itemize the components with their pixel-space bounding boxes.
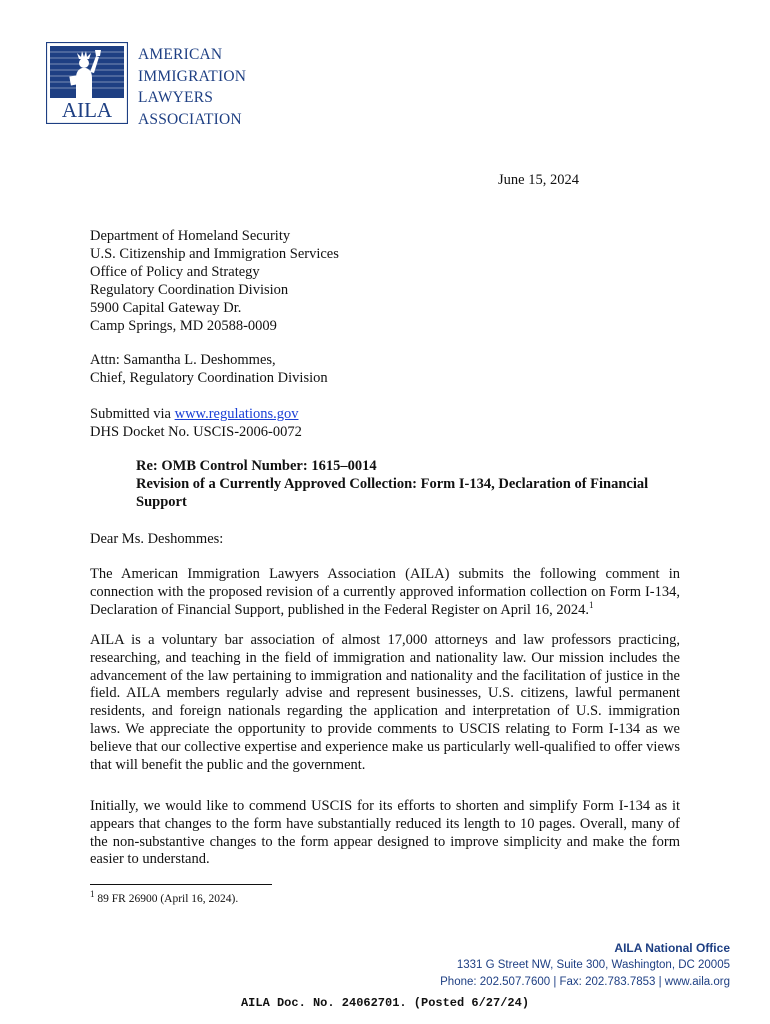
recipient-line: Office of Policy and Strategy xyxy=(90,264,260,280)
org-line: ASSOCIATION xyxy=(138,110,242,128)
statue-of-liberty-icon xyxy=(46,42,128,124)
office-footer xyxy=(440,940,730,991)
recipient-line: 5900 Capital Gateway Dr. xyxy=(90,300,242,316)
subject-line-2: Revision of a Currently Approved Collection: Form I-134, Declaration of Financial Support xyxy=(136,476,649,510)
footnote-text: 89 FR 26900 (April 16, 2024). xyxy=(97,893,239,905)
attention-block xyxy=(90,351,328,387)
footnote-reference: 1 xyxy=(588,599,594,610)
submitted-via-line xyxy=(90,405,302,423)
aila-logo xyxy=(46,42,128,124)
attn-line: Chief, Regulatory Coordination Division xyxy=(90,370,328,386)
office-contact: Phone: 202.507.7600 | Fax: 202.783.7853 | www.aila.org xyxy=(440,976,730,988)
office-address: 1331 G Street NW, Suite 300, Washington, DC 20005 xyxy=(456,959,730,971)
submission-block xyxy=(90,405,302,441)
recipient-address xyxy=(90,227,339,335)
paragraph-text: The American Immigration Lawyers Association (AILA) submits the following comment in connection with the proposed revision of a currently approved information collection on Form I-134, Declaration of Financial Support, published in the Federal Register on April 16, 2024. xyxy=(90,566,680,618)
regulations-gov-link[interactable]: www.regulations.gov xyxy=(174,406,299,422)
attn-line: Attn: Samantha L. Deshommes, xyxy=(90,352,276,368)
footnote-divider xyxy=(90,884,272,885)
recipient-line: U.S. Citizenship and Immigration Services xyxy=(90,246,339,262)
recipient-line: Regulatory Coordination Division xyxy=(90,282,289,298)
paragraph-intro xyxy=(90,566,680,619)
subject-block xyxy=(136,457,676,511)
footnote xyxy=(90,889,239,905)
org-line: AMERICAN xyxy=(138,46,223,63)
letter-date: June 15, 2024 xyxy=(498,172,579,188)
document-number: AILA Doc. No. 24062701. (Posted 6/27/24) xyxy=(240,996,530,1010)
office-name: AILA National Office xyxy=(614,941,730,955)
org-line: LAWYERS xyxy=(138,89,214,106)
paragraph-commendation: Initially, we would like to commend USCIS for its efforts to shorten and simplify Form I-134 as it appears that changes to the form have substantially reduced its length to 10 pages. Overall, many of the non-substantive changes to the form appear designed to improve simplicity and make the form easier to understand. xyxy=(90,798,680,868)
paragraph-about-aila: AILA is a voluntary bar association of almost 17,000 attorneys and law professors practicing, researching, and teaching in the field of immigration and nationality law. Our mission includes the advancement of the law pertaining to immigration and nationality and the facilitation of justice in the field. AILA members regularly advise and represent businesses, U.S. citizens, lawful permanent residents, and foreign nationals regarding the application and interpretation of U.S. immigration laws. We appreciate the opportunity to provide comments to USCIS relating to Form I-134 as we believe that our collective expertise and experience make us particularly well-qualified to offer views that will benefit the public and the government. xyxy=(90,632,680,773)
salutation: Dear Ms. Deshommes: xyxy=(90,531,224,547)
organization-name xyxy=(138,44,246,130)
footnote-mark: 1 xyxy=(90,889,95,900)
svg-text:AILA: AILA xyxy=(61,98,113,122)
org-line: IMMIGRATION xyxy=(138,67,247,85)
submitted-prefix: Submitted via xyxy=(90,406,175,422)
recipient-line: Camp Springs, MD 20588-0009 xyxy=(90,318,277,334)
recipient-line: Department of Homeland Security xyxy=(90,228,291,244)
docket-number: DHS Docket No. USCIS-2006-0072 xyxy=(90,424,302,440)
subject-line-1: Re: OMB Control Number: 1615–0014 xyxy=(136,458,377,474)
